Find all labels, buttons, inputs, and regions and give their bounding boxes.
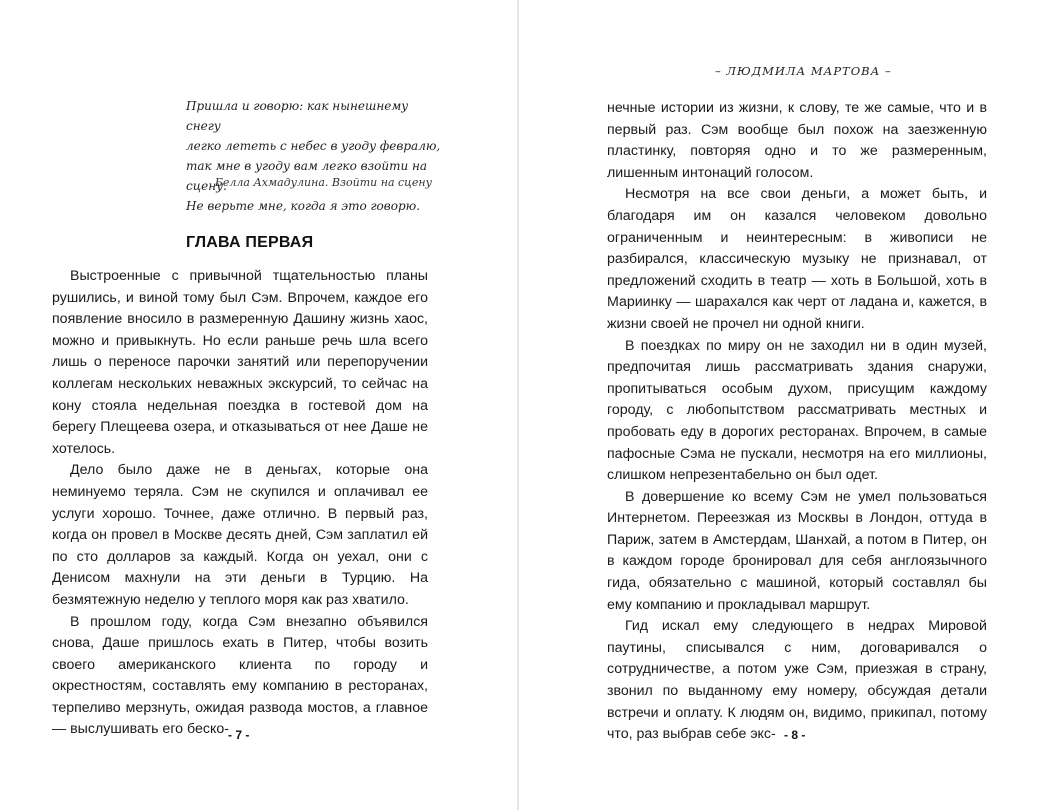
chapter-title: ГЛАВА ПЕРВАЯ [186, 234, 314, 251]
running-head: – ЛЮДМИЛА МАРТОВА – [715, 64, 892, 78]
right-page [519, 0, 1040, 810]
paragraph: В довершение ко всему Сэм не умел пользоваться Интернетом. Переезжая из Москвы в Лондон, оттуда в Париж, затем в Амстердам, Шанхай, а потом в Питер, он в каждом городе бронировал для себя англоязычного гида, обязательно с машиной, который составлял бы ему компанию и прокладывал маршрут. [607, 488, 987, 613]
left-body-text [52, 266, 428, 741]
epigraph-line: легко лететь с небес в угоду февралю, [186, 139, 441, 153]
paragraph: Гид искал ему следующего в недрах Мировой паутины, списывался с ним, договаривался о сотрудничестве, а потом уже Сэм, приезжая в страну, звонил по выданному ему номеру, обсуждая детали встречи и оплату. К людям он, видимо, прикипал, потому что, раз выбрав себе экс- [607, 618, 987, 743]
page-number-right: - 8 - [784, 728, 806, 742]
paragraph-continuation: нечные истории из жизни, к слову, те же самые, что и в первый раз. Сэм вообще был похож на заезженную пластинку, повторяя одно и то же размеренным, лишенным интонаций голосом. [607, 100, 987, 181]
right-body-text [607, 98, 987, 746]
epigraph-line: Пришла и говорю: как нынешнему снегу [186, 99, 409, 133]
epigraph [186, 96, 446, 216]
left-page [0, 0, 518, 810]
paragraph: Несмотря на все свои деньги, а может быть, и благодаря им он казался человеком довольно ограниченным и неинтересным: в живописи не разбирался, классическую музыку не признавал, от предложений сходить в театр — хоть в Большой, хоть в Мариинку — шарахался как черт от ладана и, кажется, в жизни своей не прочел ни одной книги. [607, 186, 987, 332]
paragraph: В прошлом году, когда Сэм внезапно объявился снова, Даше пришлось ехать в Питер, чтобы возить своего американского клиента по городу и окрестностям, составлять ему компанию в ресторанах, терпеливо мерзнуть, ожидая развода мостов, а главное — выслушивать его беско- [52, 613, 428, 738]
epigraph-line: Не верьте мне, когда я это говорю. [186, 199, 421, 213]
paragraph: Выстроенные с привычной тщательностью планы рушились, и виной тому был Сэм. Впрочем, каждое его появление вносило в размеренную Дашину жизнь хаос, можно и привыкнуть. Но если раньше речь шла всего лишь о переносе парочки занятий или перепоручении коллегам нескольких неважных экскурсий, то сейчас на кону стояла недельная поездка в гостевой дом на берегу Плещеева озера, и отказываться от нее Даше не хотелось. [52, 268, 428, 457]
paragraph: Дело было даже не в деньгах, которые она неминуемо теряла. Сэм не скупился и оплачивал ее услуги хорошо. Точнее, даже отлично. В первый раз, когда он провел в Москве десять дней, Сэм заплатил ей по сто долларов за каждый. Когда он уехал, они с Денисом махнули на эти деньги в Турцию. На безмятежную неделю у теплого моря как раз хватило. [52, 462, 428, 608]
epigraph-line: так мне в угоду вам легко взойти на сцену. [186, 159, 428, 193]
page-number-left: - 7 - [228, 728, 250, 742]
epigraph-attribution: Белла Ахмадулина. Взойти на сцену [214, 176, 432, 189]
paragraph: В поездках по миру он не заходил ни в один музей, предпочитая лишь рассматривать здания снаружи, пропитываться особым духом, присущим каждому городу, с любопытством рассматривать местных и пробовать еду в дорогих ресторанах. Впрочем, в самые пафосные Сэма не пускали, несмотря на его миллионы, слишком непрезентабельно он был одет. [607, 337, 987, 484]
